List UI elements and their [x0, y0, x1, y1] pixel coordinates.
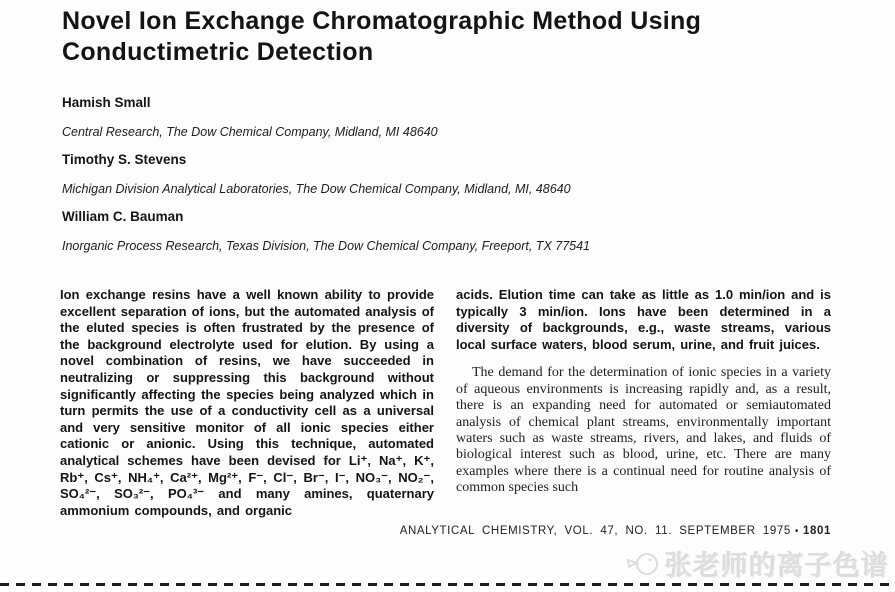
body-columns	[60, 287, 831, 519]
watermark-text: 张老师的离子色谱	[665, 551, 889, 581]
author-affiliation: Inorganic Process Research, Texas Division, The Dow Chemical Company, Freeport, TX 77541	[62, 239, 591, 253]
author-name: William C. Bauman	[62, 209, 184, 224]
author-affiliation: Central Research, The Dow Chemical Company, Midland, MI 48640	[62, 125, 438, 139]
title-block	[62, 6, 762, 68]
abstract-column-1: Ion exchange resins have a well known ability to provide excellent separation of ions, but the automated analysis of the eluted species is often frustrated by the presence of the background electrolyte used for elution. By using a novel combination of resins, we have succeeded in neutralizing or suppressing this background without significantly affecting the species being analyzed which in turn permits the use of a conductivity cell as a universal and very sensitive monitor of all ionic species either cationic or anionic. Using this technique, automated analytical schemes have been devised for Li⁺, Na⁺, K⁺, Rb⁺, Cs⁺, NH₄⁺, Ca²⁺, Mg²⁺, F⁻, Cl⁻, Br⁻, I⁻, NO₃⁻, NO₂⁻, SO₄²⁻, SO₃²⁻, PO₄³⁻ and many amines, quaternary ammonium compounds, and organic	[60, 287, 434, 518]
abstract-column-2: acids. Elution time can take as little as 1.0 min/ion and is typically 3 min/ion. Ions have been determined in a diversity of backgrounds, e.g., waste streams, various local surface waters, blood serum, urine, and fruit juices.	[456, 287, 831, 352]
author-entry	[62, 210, 822, 253]
column-left	[60, 287, 434, 519]
journal-citation: ANALYTICAL CHEMISTRY, VOL. 47, NO. 11. SEPTEMBER 1975	[399, 525, 791, 537]
journal-footer	[60, 525, 831, 537]
author-entry	[62, 153, 822, 196]
title-line-2: Conductimetric Detection	[62, 38, 374, 66]
author-entry	[62, 96, 822, 139]
author-name: Timothy S. Stevens	[62, 152, 187, 167]
page-number: 1801	[803, 525, 831, 537]
bottom-dashed-divider	[0, 583, 895, 586]
intro-paragraph: The demand for the determination of ionic species in a variety of aqueous environments is increasing rapidly and, as a result, there is an expanding need for automated or semiautomated analysis of chemical plant streams, environmentally important waters such as waste streams, rivers, and lakes, and fluids of biological interest such as blood, urine, etc. There are many examples where there is a continual need for routine analysis of common species such	[456, 365, 831, 496]
author-name: Hamish Small	[62, 95, 151, 110]
column-right	[456, 287, 831, 519]
paper-title	[62, 6, 762, 68]
author-block	[62, 96, 822, 267]
footer-bullet: •	[794, 526, 800, 537]
watermark	[626, 544, 889, 583]
author-affiliation: Michigan Division Analytical Laboratories, The Dow Chemical Company, Midland, MI, 48640	[62, 182, 571, 196]
title-line-1: Novel Ion Exchange Chromatographic Method Using	[62, 7, 702, 35]
watermark-fish-logo-icon	[626, 550, 660, 578]
